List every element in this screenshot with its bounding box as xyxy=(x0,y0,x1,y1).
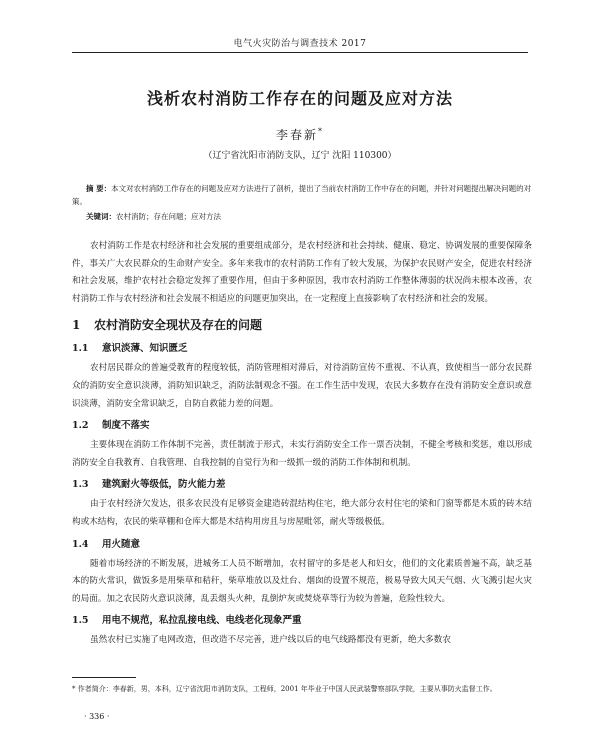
subsection-heading xyxy=(72,476,532,494)
subsection-title: 意识淡薄、知识匮乏 xyxy=(102,343,188,355)
body-text xyxy=(72,238,532,650)
keywords-label: 关键词： xyxy=(86,212,116,221)
subsection-title: 用电不规范，私拉乱接电线、电线老化现象严重 xyxy=(102,615,302,627)
subsection-paragraph: 虽然农村已实施了电网改造，但改造不尽完善，进户线以后的电气线路都没有更新，绝大多数农 xyxy=(90,635,451,646)
subsection-title: 用火随意 xyxy=(102,538,141,550)
author-line xyxy=(0,126,600,143)
section-number: 1 xyxy=(72,318,81,333)
keywords-text: 农村消防；存在问题；应对方法 xyxy=(116,212,221,221)
subsection-number: 1.5 xyxy=(72,615,89,627)
footnote-rule xyxy=(72,677,136,678)
subsection-number: 1.4 xyxy=(72,538,89,550)
subsection-paragraph: 农村居民群众的普遍受教育的程度较低，消防管理相对滞后，对待消防宣传不重视、不认真，致使相当一部分农民群众的消防安全意识淡薄，消防知识缺乏，消防法制观念不强。在工作生活中发现，农民大多数存在没有消防安全意识或意识淡薄，消防安全常识缺乏，自防自救能力差的问题。 xyxy=(72,363,532,409)
keywords xyxy=(86,210,526,223)
subsection-title: 建筑耐火等级低，防火能力差 xyxy=(102,479,226,491)
intro-paragraph: 农村消防工作是农村经济和社会发展的重要组成部分，是农村经济和社会持续、健康、稳定、协调发展的重要保障条件，事关广大农民群众的生命财产安全。多年来我市的农村消防工作有了较大发展，为保护农民财产安全，促进农村经济和社会发展，维护农村社会稳定发挥了重要作用，但由于多种原因，我市农村消防工作整体薄弱的状况尚未根本改善，农村消防工作与农村经济和社会发展不相适应的问题更加突出，在一定程度上直接影响了农村经济和社会的发展。 xyxy=(72,241,532,304)
author-footnote-mark: * xyxy=(318,127,324,136)
subsection-number: 1.2 xyxy=(72,420,89,432)
abstract-label: 摘 要： xyxy=(86,184,112,193)
subsection-number: 1.3 xyxy=(72,479,89,491)
author-footnote: * 作者简介：李春新，男，本科，辽宁省沈阳市消防支队，工程师，2001 年毕业于中国人民武装警察部队学院，主要从事防火监督工作。 xyxy=(72,685,497,693)
subsection-title: 制度不落实 xyxy=(102,420,150,432)
subsection-heading xyxy=(72,417,532,435)
running-header: 电气火灾防治与调查技术 2017 xyxy=(233,39,367,49)
section-title: 农村消防安全现状及存在的问题 xyxy=(94,318,263,333)
subsection-number: 1.1 xyxy=(72,343,89,355)
subsection-paragraph: 随着市场经济的不断发展，进城务工人员不断增加，农村留守的多是老人和妇女，他们的文化素质普遍不高，缺乏基本的防火常识，做饭多是用柴草和秸秆，柴草堆放以及灶台、烟囱的设置不规范，极易导致大风天气烟、火飞溅引起火灾的局面。加之农民防火意识淡薄，乱丢烟头火种，乱倒炉灰或焚烧草等行为较为普遍，危险性较大。 xyxy=(72,558,532,604)
subsection-heading xyxy=(72,340,532,358)
affiliation: （辽宁省沈阳市消防支队，辽宁 沈阳 110300） xyxy=(203,151,397,161)
subsection-heading xyxy=(72,536,532,554)
abstract-text: 本文对农村消防工作存在的问题及应对方法进行了剖析，提出了当前农村消防工作中存在的问题，并针对问题提出解决问题的对策。 xyxy=(72,184,532,206)
page-number: · 336 · xyxy=(84,712,110,721)
header-rule xyxy=(72,52,528,53)
paper-title: 浅析农村消防工作存在的问题及应对方法 xyxy=(146,89,453,108)
subsection-paragraph: 由于农村经济欠发达，很多农民没有足够资金建造砖混结构住宅，绝大部分农村住宅的梁和门窗等都是木质的砖木结构或木结构，农民的柴草棚和仓库大都是木结构用房且与房屋毗邻，耐火等级极低。 xyxy=(72,499,532,527)
section-heading xyxy=(72,316,532,334)
subsection-paragraph: 主要体现在消防工作体制不完善，责任制流于形式，未实行消防安全工作一票否决制，不健全考核和奖惩，难以形成消防安全自我教育、自我管理、自我控制的自觉行为和一级抓一级的消防工作体制和机制。 xyxy=(72,440,532,468)
author-name: 李春新 xyxy=(275,128,318,142)
subsection-heading xyxy=(72,612,532,630)
abstract xyxy=(72,182,532,208)
